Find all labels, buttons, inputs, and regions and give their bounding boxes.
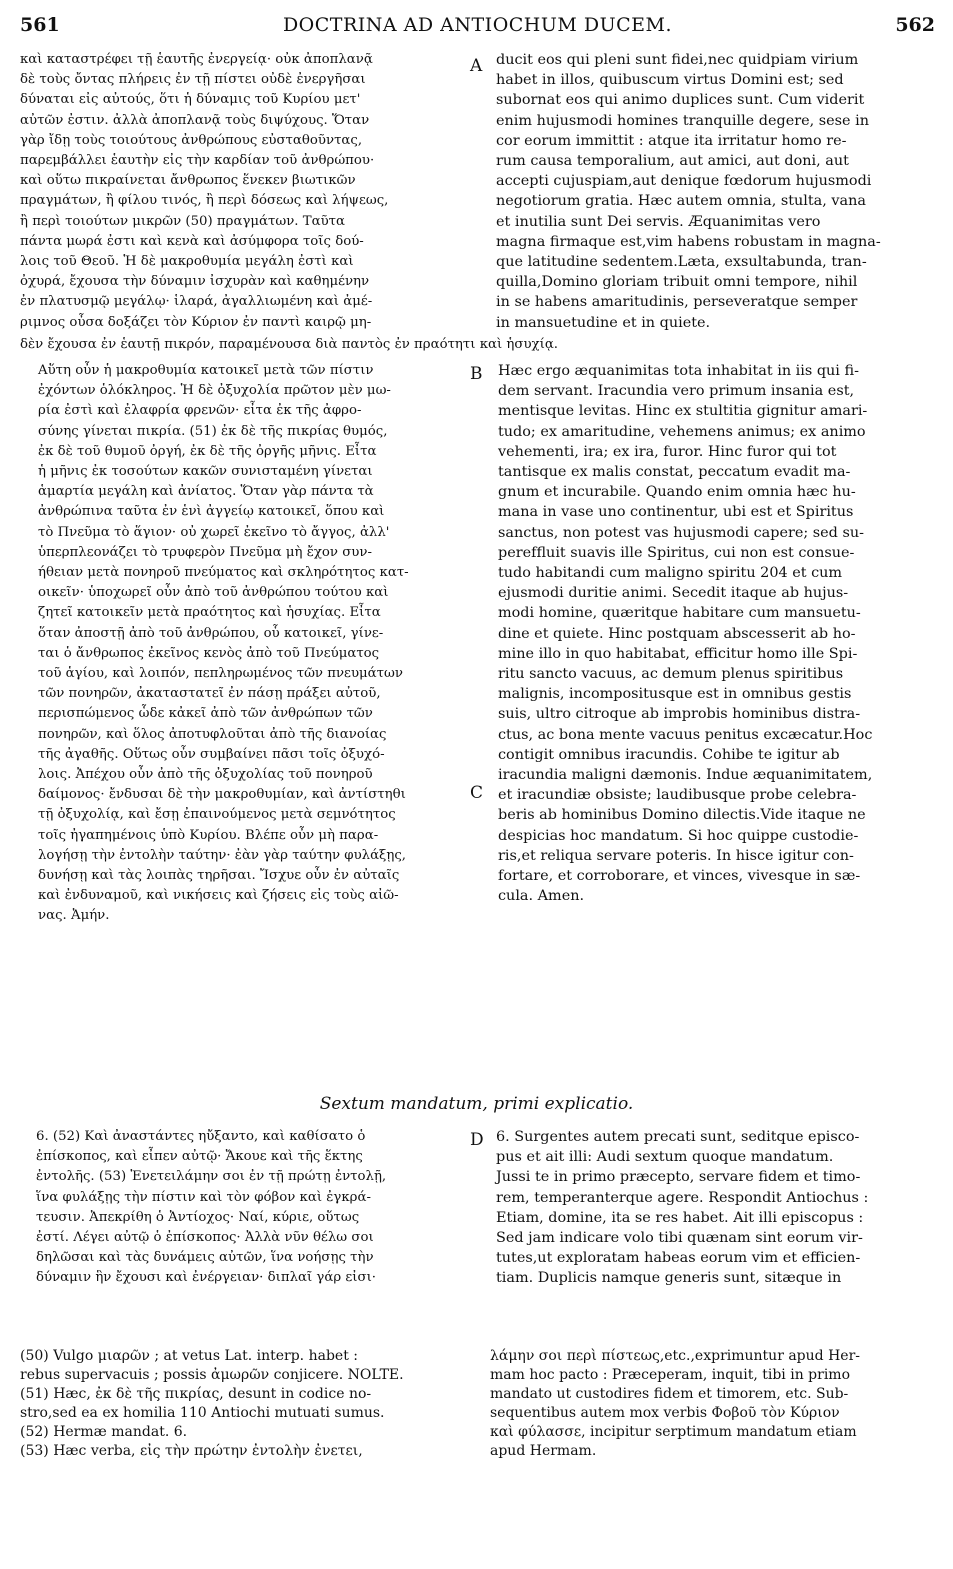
- column-marker-a: A: [470, 56, 483, 76]
- greek-column-a: καὶ καταστρέφει τῇ ἑαυτῆς ἐνεργείᾳ· οὐκ ἀποπλανᾷ δὲ τοὺς ὄντας πλήρεις ἐν τῇ πίστει οὐδὲ ἐνεργῆσαι δύναται εἰς αὐτούς, ὅτι ἡ δύναμις τοῦ Κυρίου μετ' αὐτῶν ἐστιν. ἀλλὰ ἀποπλανᾷ τοὺς διψύχους. Ὅταν γὰρ ἴδῃ τοὺς τοιούτους ἀνθρώπους εὐσταθοῦντας, παρεμβάλλει ἑαυτὴν εἰς τὴν καρδίαν τοῦ ἀνθρώπου· καὶ οὕτω πικραίνεται ἄνθρωπος ἕνεκεν βιωτικῶν πραγμάτων, ἢ φίλου τινός, ἢ περὶ δόσεως καὶ λήψεως, ἢ περὶ τοιούτων μικρῶν (50) πραγμάτων. Ταῦτα πάντα μωρά ἐστι καὶ κενὰ καὶ ἀσύμφορα τοῖς δού- λοις τοῦ Θεοῦ. Ἡ δὲ μακροθυμία μεγάλη ἐστὶ καὶ ὀχυρά, ἔχουσα τὴν δύναμιν ἰσχυρὰν καὶ καθημένην ἐν πλατυσμῷ μεγάλῳ· ἱλαρά, ἀγαλλιωμένη καὶ ἀμέ- ριμνος οὖσα δοξάζει τὸν Κύριον ἐν παντὶ καιρῷ μη-: [20, 52, 389, 330]
- running-title: DOCTRINA AD ANTIOCHUM DUCEM.: [282, 14, 673, 36]
- page-number-right: 562: [895, 14, 935, 36]
- column-marker-c: C: [470, 783, 484, 803]
- latin-column-d: 6. Surgentes autem precati sunt, seditque episco- pus et ait illi: Audi sextum quoque mandatum. Jussi te in primo præcepto, servare fidem et timo- rem, temperanterque agere. Respondit Antiochus : Etiam, domine, ita se res habet. Ait illi episcopus : Sed jam indicare volo tibi quænam sint eorum vir- tutes,ut exploratam habeas eorum vim et efficien- tiam. Duplicis namque generis sunt, sitæque in: [496, 1129, 869, 1287]
- column-marker-d: D: [470, 1130, 484, 1150]
- footnotes-left: (50) Vulgo μιαρῶν ; at vetus Lat. interp. habet : rebus supervacuis ; possis ἀμωρῶν conjicere. NOLTE. (51) Hæc, ἐκ δὲ τῆς πικρίας, desunt in codice no- stro,sed ea ex homilia 110 Antiochi mutuati sumus. (52) Hermæ mandat. 6. (53) Hæc verba, εἰς τὴν πρώτην ἐντολὴν ἐνετει,: [20, 1348, 404, 1459]
- latin-column-b: Hæc ergo æquanimitas tota inhabitat in iis qui fi- dem servant. Iracundia vero primum insania est, mentisque levitas. Hinc ex stultitia gignitur amari- tudo; ex amaritudine, vehemens animus; ex animo vehementi, ira; ex ira, furor. Hinc furor qui tot tantisque ex malis constat, peccatum evadit ma- gnum et incurabile. Quando enim omnia hæc hu- mana in vase uno continentur, ubi est et Spiritus sanctus, non potest vas hujusmodi capere; sed su- perefﬂuit suavis ille Spiritus, cui non est consue- tudo habitandi cum maligno spiritu 204 et cum ejusmodi duritie animi. Secedit itaque ab hujus- modi homine, quæritque habitare cum mansuetu- dine et quiete. Hinc postquam abscesserit ab ho- mine illo in quo habitabat, efficitur homo ille Spi- ritu sancto vacuus, ac demum plenus spiritibus malignis, incompositusque est in omnibus gestis suis, ultro citroque ab improbis hominibus distra- ctus, ac bona mente vacuus penitus excæcatur.Hoc contigit omnibus iracundis. Cohibe te igitur ab iracundia maligni dæmonis. Indue æquanimitatem, et iracundiæ obsiste; laudibusque probe celebra- beris ab hominibus Domino dilectis.Vide itaque ne despicias hoc mandatum. Si hoc quippe custodie- ris,et reliqua servare poteris. In hisce igitur con- fortare, et corroborare, et vinces, vivesque in sæ- cula. Amen.: [498, 363, 873, 905]
- greek-paragraph-tail: δὲν ἔχουσα ἐν ἑαυτῇ πικρόν, παραμένουσα διὰ παντὸς ἐν πραότητι καὶ ἡσυχίᾳ.: [20, 337, 559, 352]
- section-title: Sextum mandatum, primi explicatio.: [319, 1094, 634, 1114]
- page-number-left: 561: [20, 14, 60, 36]
- greek-column-d: 6. (52) Καὶ ἀναστάντες ηὔξαντο, καὶ καθίσατο ὁ ἐπίσκοπος, καὶ εἶπεν αὐτῷ· Ἄκουε καὶ τῆς ἕκτης ἐντολῆς. (53) Ἐνετειλάμην σοι ἐν τῇ πρώτῃ ἐντολῇ, ἵνα φυλάξῃς τὴν πίστιν καὶ τὸν φόβον καὶ ἐγκρά- τευσιν. Ἀπεκρίθη ὁ Ἀντίοχος· Ναί, κύριε, οὕτως ἐστί. Λέγει αὐτῷ ὁ ἐπίσκοπος· Ἀλλὰ νῦν θέλω σοι δηλῶσαι καὶ τὰς δυνάμεις αὐτῶν, ἵνα νοήσῃς τὴν δύναμιν ἣν ἔχουσι καὶ ἐνέργειαν· διπλαῖ γάρ εἰσι·: [36, 1129, 387, 1286]
- latin-column-a: ducit eos qui pleni sunt fidei,nec quidpiam virium habet in illos, quibuscum virtus Domini est; sed subornat eos qui animo duplices sunt. Cum viderit enim hujusmodi homines tranquille degere, sese in cor eorum immittit : atque ita irritatur homo re- rum causa temporalium, aut amici, aut doni, aut accepti cujuspiam,aut denique fœdorum hujusmodi negotiorum gratia. Hæc autem omnia, stulta, vana et inutilia sunt Dei servis. Æquanimitas vero magna firmaque est,vim habens robustam in magna- que latitudine sedentem.Læta, exsultabunda, tran- quilla,Domino gloriam tribuit omni tempore, nihil in se habens amaritudinis, perseveratque semper in mansuetudine et in quiete.: [496, 52, 881, 331]
- running-header: [20, 14, 935, 42]
- greek-column-b: Αὕτη οὖν ἡ μακροθυμία κατοικεῖ μετὰ τῶν πίστιν ἐχόντων ὁλόκληρος. Ἡ δὲ ὀξυχολία πρῶτον μὲν μω- ρία ἐστὶ καὶ ἐλαφρία φρενῶν· εἶτα ἐκ τῆς ἀφρο- σύνης γίνεται πικρία. (51) ἐκ δὲ τῆς πικρίας θυμός, ἐκ δὲ τοῦ θυμοῦ ὀργή, ἐκ δὲ τῆς ὀργῆς μῆνις. Εἶτα ἡ μῆνις ἐκ τοσούτων κακῶν συνισταμένη γίνεται ἁμαρτία μεγάλη καὶ ἀνίατος. Ὅταν γὰρ πάντα τὰ ἀνθρώπινα ταῦτα ἐν ἑνὶ ἀγγείῳ κατοικεῖ, ὅπου καὶ τὸ Πνεῦμα τὸ ἅγιον· οὐ χωρεῖ ἐκεῖνο τὸ ἄγγος, ἀλλ' ὑπερπλεονάζει τὸ τρυφερὸν Πνεῦμα μὴ ἔχον συν- ήθειαν μετὰ πονηροῦ πνεύματος καὶ σκληρότητος κατ- οικεῖν· ὑποχωρεῖ οὖν ἀπὸ τοῦ ἀνθρώπου τούτου καὶ ζητεῖ κατοικεῖν μετὰ πραότητος καὶ ἡσυχίας. Εἶτα ὅταν ἀποστῇ ἀπὸ τοῦ ἀνθρώπου, οὗ κατοικεῖ, γίνε- ται ὁ ἄνθρωπος ἐκεῖνος κενὸς ἀπὸ τοῦ Πνεύματος τοῦ ἁγίου, καὶ λοιπόν, πεπληρωμένος τῶν πνευμάτων τῶν πονηρῶν, ἀκαταστατεῖ ἐν πάσῃ πράξει αὐτοῦ, περισπώμενος ὧδε κἀκεῖ ἀπὸ τῶν ἀνθρώπων τῶν πονηρῶν, καὶ ὅλος ἀποτυφλοῦται ἀπὸ τῆς διανοίας τῆς ἀγαθῆς. Οὕτως οὖν συμβαίνει πᾶσι τοῖς ὀξυχό- λοις. Ἀπέχου οὖν ἀπὸ τῆς ὀξυχολίας τοῦ πονηροῦ δαίμονος· ἔνδυσαι δὲ τὴν μακροθυμίαν, καὶ ἀντίστηθι τῇ ὀξυχολίᾳ, καὶ ἔσῃ ἐπαινούμενος μετὰ σεμνότητος τοῖς ἠγαπημένοις ὑπὸ Κυρίου. Βλέπε οὖν μὴ παρα- λογήσῃ τὴν ἐντολὴν ταύτην· ἐὰν γὰρ ταύτην φυλάξῃς, δυνήσῃ καὶ τὰς λοιπὰς τηρῆσαι. Ἴσχυε οὖν ἐν αὐταῖς καὶ ἐνδυναμοῦ, καὶ νικήσεις καὶ ζήσεις εἰς τοὺς αἰῶ- νας. Ἀμήν.: [38, 363, 409, 924]
- footnotes-right: λάμην σοι περὶ πίστεως,etc.,exprimuntur apud Her- mam hoc pacto : Præceperam, inquit, tibi in primo mandato ut custodires fidem et timorem, etc. Sub- sequentibus autem mox verbis Φοβοῦ τὸν Κύριον καὶ φύλασσε, incipitur serptimum mandatum etiam apud Hermam.: [490, 1348, 860, 1459]
- column-marker-b: B: [470, 364, 483, 384]
